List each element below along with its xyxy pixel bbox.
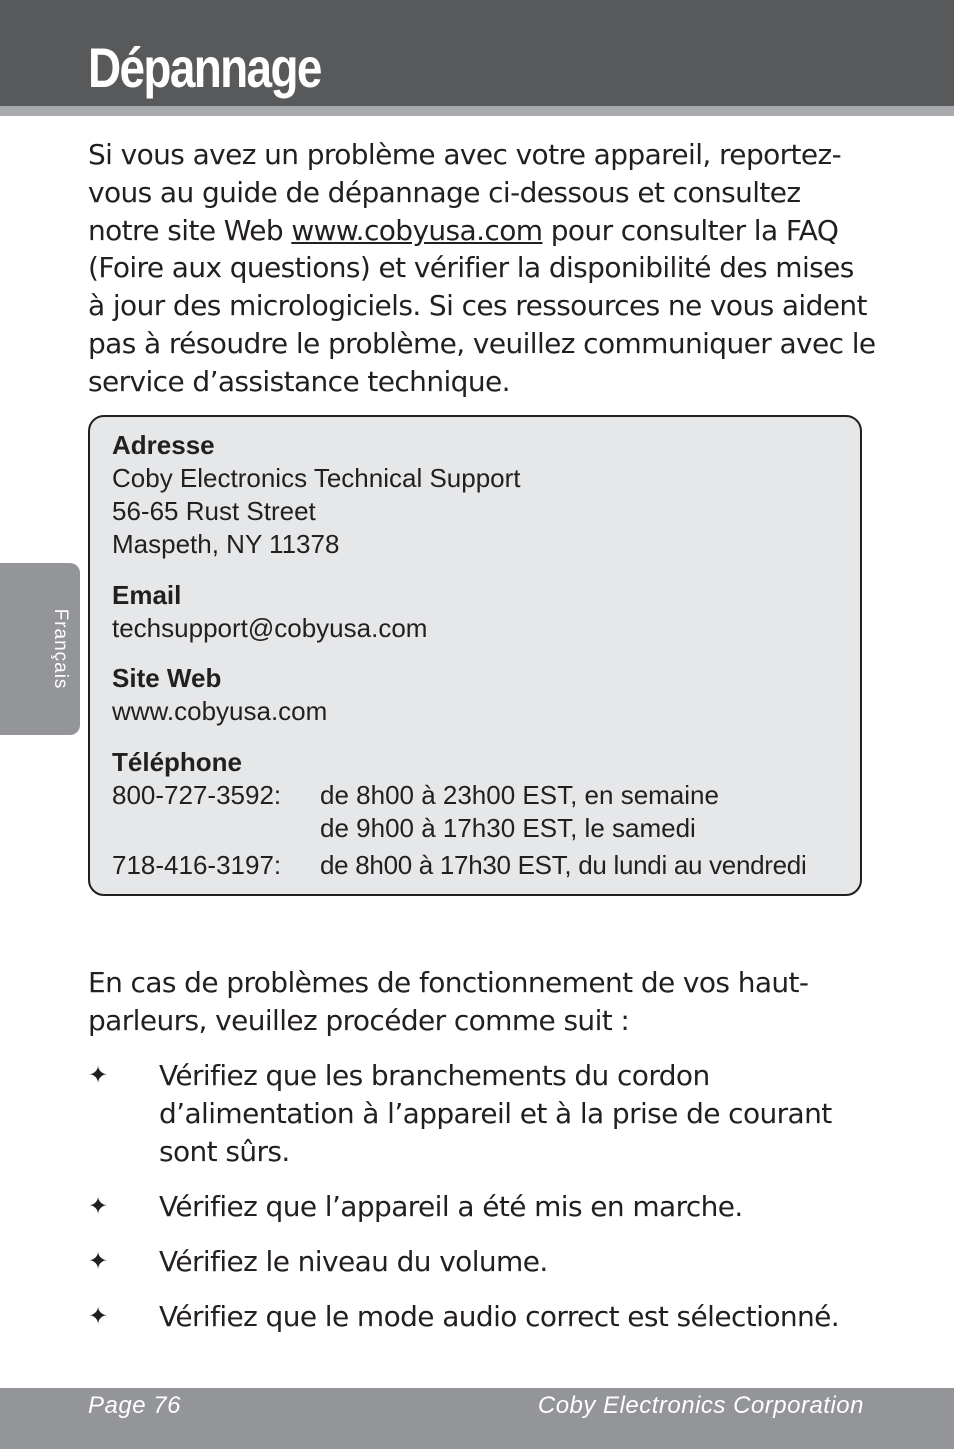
phone-hours: de 8h00 à 23h00 EST, en semaine	[320, 780, 719, 810]
list-item-text: Vérifiez le niveau du volume.	[159, 1245, 548, 1278]
phone-hours: de 8h00 à 17h30 EST, du lundi au vendredi	[320, 850, 807, 880]
header-stripe	[0, 106, 954, 116]
list-item-text: Vérifiez que l’appareil a été mis en marche.	[159, 1190, 743, 1223]
address-line: 56-65 Rust Street	[112, 496, 316, 526]
language-tab	[0, 563, 80, 735]
four-pointed-star-icon: ✦	[88, 1192, 108, 1220]
page-title: Dépannage	[88, 36, 321, 99]
four-pointed-star-icon: ✦	[88, 1061, 108, 1089]
intro-text-start: Si vous avez un problème avec votre appareil, reportez-vous au guide de dépannage ci-dessous et consultez notre site Web	[88, 138, 842, 247]
website-link[interactable]: www.cobyusa.com	[291, 213, 543, 247]
four-pointed-star-icon: ✦	[88, 1247, 108, 1275]
phone-label: Téléphone	[112, 747, 243, 777]
address-line: Coby Electronics Technical Support	[112, 463, 521, 493]
page-header	[0, 0, 954, 106]
website-value[interactable]: www.cobyusa.com	[112, 696, 328, 726]
list-item-text: Vérifiez que les branchements du cordon d’alimentation à l’appareil et à la prise de courant sont sûrs.	[159, 1059, 832, 1168]
four-pointed-star-icon: ✦	[88, 1302, 108, 1330]
intro-text-end: pour consulter la FAQ (Foire aux questions) et vérifier la disponibilité des mises à jour des micrologiciels. Si ces ressources ne vous aident pas à résoudre le problème, veuillez communiquer avec le service d’assistance technique.	[88, 213, 876, 398]
website-label: Site Web	[112, 663, 222, 693]
intro-paragraph	[88, 136, 878, 401]
list-item-text: Vérifiez que le mode audio correct est sélectionné.	[159, 1300, 840, 1333]
language-tab-label: Français	[50, 608, 71, 690]
address-label: Adresse	[112, 430, 215, 460]
phone-number: 800-727-3592:	[112, 780, 282, 810]
contact-box	[88, 415, 862, 896]
email-label: Email	[112, 580, 182, 610]
page-footer	[0, 1388, 954, 1449]
phone-number: 718-416-3197:	[112, 850, 282, 880]
company-name: Coby Electronics Corporation	[537, 1392, 864, 1419]
speaker-intro: En cas de problèmes de fonctionnement de vos haut-parleurs, veuillez procéder comme suit :	[88, 966, 809, 1037]
email-value[interactable]: techsupport@cobyusa.com	[112, 613, 428, 643]
page-number: Page 76	[88, 1392, 181, 1419]
phone-hours: de 9h00 à 17h30 EST, le samedi	[320, 813, 696, 843]
address-line: Maspeth, NY 11378	[112, 529, 340, 559]
